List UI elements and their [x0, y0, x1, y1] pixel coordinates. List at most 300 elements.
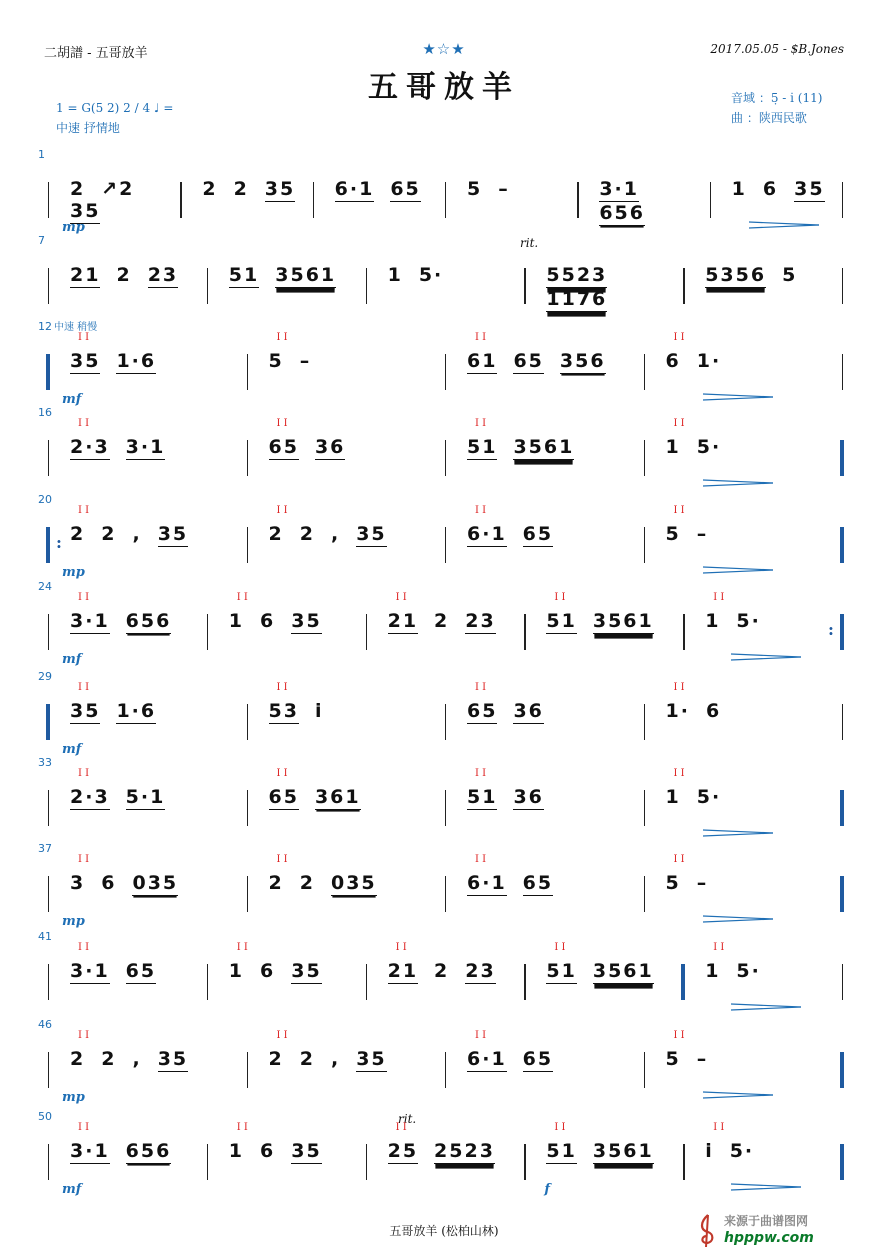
note-group: 5 — [665, 523, 681, 545]
decrescendo-hairpin-icon — [703, 828, 773, 838]
note-group: 2 — [233, 178, 249, 200]
note-group: 6·1 — [467, 872, 507, 894]
note-group: 51 — [467, 436, 498, 458]
measure-number: 29 — [38, 670, 52, 683]
note-group: 35 — [291, 1140, 322, 1162]
string-position-marks: I I — [554, 1122, 566, 1133]
barline — [48, 440, 49, 476]
double-barline — [46, 354, 50, 390]
string-position-marks: I I — [236, 942, 248, 953]
barline — [48, 182, 49, 218]
measure — [62, 700, 239, 744]
measure — [658, 1048, 835, 1092]
note-group: 51 — [546, 960, 577, 982]
measure-number: 16 — [38, 406, 52, 419]
note-group: 1176 — [546, 288, 608, 310]
decrescendo-hairpin-icon — [703, 1090, 773, 1100]
string-position-marks: I I — [78, 854, 90, 865]
measure — [62, 436, 239, 480]
measure — [724, 178, 834, 222]
note-group: 6 — [665, 350, 681, 372]
decrescendo-hairpin-icon — [703, 565, 773, 575]
measure — [697, 610, 834, 654]
note-group: 65 — [522, 872, 554, 894]
barline — [366, 268, 367, 304]
note-group: 2 — [268, 523, 284, 545]
barline — [48, 876, 49, 912]
measure — [261, 523, 438, 567]
note-group: 2 — [202, 178, 218, 200]
dynamic-marking: mf — [62, 392, 82, 407]
measure — [62, 786, 239, 830]
note-group: 3561 — [592, 1140, 654, 1162]
string-position-marks: I I — [78, 418, 90, 429]
measure-number: 24 — [38, 580, 52, 593]
barline — [842, 268, 843, 304]
double-barline — [46, 527, 50, 563]
measure — [261, 350, 438, 394]
note-group: 5· — [729, 1140, 755, 1162]
measure-number: 7 — [38, 234, 45, 247]
measure — [62, 264, 199, 308]
barline — [247, 876, 248, 912]
string-position-marks: I I — [78, 942, 90, 953]
note-group: 1 — [705, 960, 721, 982]
meta-left — [56, 98, 173, 138]
note-group: 36 — [314, 436, 346, 458]
note-group: 3 — [70, 872, 86, 894]
note-group: 035 — [132, 872, 179, 894]
measure — [194, 178, 304, 222]
note-group: 65 — [268, 786, 299, 808]
note-group: 51 — [546, 1140, 577, 1162]
barline — [683, 268, 684, 304]
string-position-marks: I I — [475, 1030, 487, 1041]
note-group: 51 — [467, 786, 498, 808]
barline — [683, 614, 684, 650]
barline — [247, 790, 248, 826]
note-group: 35 — [356, 523, 387, 545]
note-group: 1· — [665, 700, 690, 722]
decrescendo-hairpin-icon — [703, 914, 773, 924]
note-group: ↗2 — [101, 178, 135, 200]
header-right: 2017.05.05 - $B.Jones — [710, 42, 844, 56]
measure — [221, 264, 358, 308]
note-group: 1 — [705, 610, 721, 632]
note-group: 5356 — [705, 264, 767, 286]
note-group: 36 — [513, 700, 544, 722]
note-group: 5·1 — [125, 786, 166, 808]
note-group: – — [696, 872, 709, 894]
decrescendo-hairpin-icon — [749, 220, 819, 230]
dynamic-forte: f — [544, 1182, 550, 1197]
note-group: 21 — [387, 610, 419, 632]
note-group: – — [299, 350, 312, 372]
string-position-marks: I I — [713, 1122, 725, 1133]
ritardando-mark: rit. — [520, 236, 539, 250]
note-group: 5· — [696, 436, 722, 458]
barline — [577, 182, 578, 218]
key-signature: 1 = G(5 2) 2 / 4 ♩ = — [56, 101, 174, 115]
meta-right — [731, 88, 822, 128]
barline — [48, 268, 49, 304]
note-group: 1 — [228, 1140, 245, 1162]
note-group: 5 — [665, 872, 681, 894]
note-group: 6·1 — [334, 178, 375, 200]
song-source: 曲 ：陕西民歌 — [731, 111, 807, 125]
note-group: 21 — [387, 960, 419, 982]
measure — [62, 960, 199, 1004]
note-group: 35 — [291, 610, 322, 632]
repeat-end-icon: : — [828, 620, 834, 639]
note-group: 3·1 — [125, 436, 166, 458]
dynamic-marking: mf — [62, 652, 82, 667]
note-group: 25 — [387, 1140, 419, 1162]
note-group: 23 — [465, 610, 496, 632]
string-position-marks: I I — [673, 854, 685, 865]
barline — [247, 527, 248, 563]
page-title: 五哥放羊 — [368, 70, 520, 105]
decrescendo-hairpin-icon — [731, 1002, 801, 1012]
note-group: 51 — [228, 264, 260, 286]
note-group: 21 — [70, 264, 101, 286]
note-group: 65 — [390, 178, 421, 200]
measure — [221, 610, 358, 654]
note-group: 2·3 — [70, 786, 110, 808]
measure — [261, 700, 438, 744]
measure — [459, 700, 636, 744]
barline — [48, 614, 49, 650]
string-position-marks: I I — [673, 682, 685, 693]
tempo-marking: 中速 抒情地 — [56, 121, 120, 135]
measure — [459, 786, 636, 830]
barline — [842, 354, 843, 390]
measure — [380, 610, 517, 654]
measure — [658, 523, 835, 567]
note-group: 2 — [70, 1048, 86, 1070]
measure — [62, 872, 239, 916]
barline — [445, 1052, 446, 1088]
barline — [247, 440, 248, 476]
staff-row — [38, 1110, 848, 1214]
note-group: 2 — [268, 872, 284, 894]
note-group: i — [705, 1140, 714, 1162]
note-group: – — [696, 1048, 709, 1070]
note-group: 35 — [794, 178, 825, 200]
note-group: 2 — [434, 960, 450, 982]
note-group: 65 — [125, 960, 157, 982]
dynamic-marking: mp — [62, 914, 85, 929]
measure-number: 20 — [38, 493, 52, 506]
barline — [207, 1144, 208, 1180]
footer-caption: 五哥放羊 (松柏山林) — [389, 1224, 499, 1238]
note-group: 1 — [387, 264, 403, 286]
stars-icon: ★☆★ — [422, 40, 466, 58]
barline — [683, 1144, 684, 1180]
barline — [180, 182, 181, 218]
measure — [658, 700, 835, 744]
note-group: , — [330, 523, 341, 545]
note-group: , — [132, 1048, 142, 1070]
note-group: 3561 — [592, 960, 654, 982]
double-barline — [840, 790, 844, 826]
measure — [538, 1140, 675, 1184]
note-group: 6 — [260, 1140, 276, 1162]
barline — [48, 1144, 49, 1180]
measure-number: 33 — [38, 756, 52, 769]
barline — [247, 1052, 248, 1088]
note-group: 2 — [299, 872, 315, 894]
note-group: 1·6 — [116, 350, 157, 372]
barline — [445, 790, 446, 826]
note-group: 6 — [762, 178, 779, 200]
measure — [261, 436, 438, 480]
note-group: 1 — [731, 178, 747, 200]
string-position-marks: I I — [236, 592, 248, 603]
measure — [459, 523, 636, 567]
string-position-marks: I I — [78, 1122, 90, 1133]
measure — [658, 786, 835, 830]
string-position-marks: I I — [78, 768, 90, 779]
string-position-marks: I I — [713, 942, 725, 953]
string-position-marks: I I — [276, 682, 288, 693]
note-group: 5· — [418, 264, 444, 286]
barline — [644, 790, 645, 826]
note-group: 5523 — [546, 264, 608, 286]
note-group: 35 — [157, 1048, 189, 1070]
note-group: 1·6 — [116, 700, 157, 722]
dynamic-marking: mf — [62, 1182, 82, 1197]
double-barline — [840, 440, 844, 476]
note-group: 51 — [546, 610, 577, 632]
note-group: 361 — [314, 786, 361, 808]
barline — [644, 527, 645, 563]
barline — [644, 440, 645, 476]
string-position-marks: I I — [713, 592, 725, 603]
note-group: 5 — [665, 1048, 681, 1070]
measure — [538, 960, 675, 1004]
note-group: 2 — [70, 178, 86, 200]
barline — [48, 790, 49, 826]
string-position-marks: I I — [475, 332, 487, 343]
note-group: 6 — [705, 700, 722, 722]
measure — [62, 1140, 199, 1184]
note-group: 3·1 — [70, 1140, 110, 1162]
measure-number: 37 — [38, 842, 52, 855]
decrescendo-hairpin-icon — [731, 1182, 801, 1192]
barline — [247, 354, 248, 390]
barline — [207, 964, 208, 1000]
string-position-marks: I I — [276, 768, 288, 779]
measure — [459, 178, 569, 222]
note-group: 36 — [513, 786, 544, 808]
ritardando-mark: rit. — [398, 1112, 417, 1126]
repeat-start-icon: : — [56, 533, 62, 552]
string-position-marks: I I — [475, 505, 487, 516]
barline — [644, 1052, 645, 1088]
string-position-marks: I I — [78, 682, 90, 693]
measure — [697, 264, 834, 308]
note-group: 35 — [356, 1048, 387, 1070]
barline — [445, 527, 446, 563]
watermark — [694, 1212, 864, 1250]
note-group: 5 — [467, 178, 483, 200]
barline — [644, 704, 645, 740]
note-group: 2 — [434, 610, 450, 632]
note-group: 6 — [260, 960, 276, 982]
measure-number: 12 — [38, 320, 52, 333]
staff-row — [38, 580, 848, 684]
string-position-marks: I I — [276, 1030, 288, 1041]
note-group: 65 — [513, 350, 544, 372]
measure — [538, 264, 675, 308]
double-barline — [840, 1144, 844, 1180]
measure — [221, 1140, 358, 1184]
note-group: 3561 — [592, 610, 654, 632]
measure — [62, 350, 239, 394]
note-group: 2523 — [434, 1140, 495, 1162]
note-group: 35 — [157, 523, 189, 545]
string-position-marks: I I — [236, 1122, 248, 1133]
string-position-marks: I I — [475, 682, 487, 693]
note-group: – — [498, 178, 510, 200]
measure-number: 1 — [38, 148, 45, 161]
note-group: 65 — [268, 436, 299, 458]
note-group: 6 — [101, 872, 117, 894]
string-position-marks: I I — [475, 854, 487, 865]
note-group: 2 — [299, 523, 315, 545]
measure — [538, 610, 675, 654]
note-group: 6·1 — [467, 1048, 507, 1070]
barline — [445, 440, 446, 476]
string-position-marks: I I — [673, 1030, 685, 1041]
note-group: , — [132, 523, 142, 545]
measure — [62, 610, 199, 654]
measure — [459, 1048, 636, 1092]
measure — [221, 960, 358, 1004]
string-position-marks: I I — [78, 332, 90, 343]
note-group: 5 — [268, 350, 284, 372]
note-group: 35 — [70, 350, 101, 372]
note-group: 2 — [70, 523, 86, 545]
note-group: 65 — [467, 700, 498, 722]
barline — [247, 704, 248, 740]
string-position-marks: I I — [395, 1122, 407, 1133]
note-group: 35 — [70, 700, 101, 722]
barline — [445, 182, 446, 218]
note-group: i — [314, 700, 324, 722]
note-group: 2·3 — [70, 436, 110, 458]
note-group: 3·1 — [70, 960, 110, 982]
string-position-marks: I I — [554, 592, 566, 603]
note-group: 6 — [260, 610, 276, 632]
note-group: 356 — [559, 350, 606, 372]
note-group: 3561 — [275, 264, 337, 286]
note-group: 035 — [330, 872, 377, 894]
note-group: 656 — [599, 202, 645, 224]
watermark-url: hpppw.com — [724, 1230, 814, 1246]
note-group: 1 — [228, 960, 245, 982]
string-position-marks: I I — [78, 1030, 90, 1041]
string-position-marks: I I — [78, 505, 90, 516]
string-position-marks: I I — [395, 592, 407, 603]
barline — [207, 614, 208, 650]
note-group: 2 — [299, 1048, 315, 1070]
note-group: 61 — [467, 350, 498, 372]
double-barline — [840, 527, 844, 563]
note-group: 65 — [522, 523, 554, 545]
note-group: 3561 — [513, 436, 575, 458]
barline — [313, 182, 314, 218]
barline — [644, 876, 645, 912]
note-group: 2 — [101, 523, 117, 545]
measure — [62, 523, 239, 567]
note-group: 3·1 — [70, 610, 110, 632]
barline — [710, 182, 711, 218]
note-group: 2 — [101, 1048, 117, 1070]
measure — [697, 960, 834, 1004]
decrescendo-hairpin-icon — [731, 652, 801, 662]
measure — [591, 178, 701, 222]
barline — [524, 268, 525, 304]
barline — [366, 1144, 367, 1180]
measure — [62, 1048, 239, 1092]
note-group: 5· — [736, 960, 761, 982]
note-group: 5· — [736, 610, 761, 632]
note-group: 53 — [268, 700, 299, 722]
tempo-change: 中速 稍慢 — [54, 322, 98, 333]
note-group: 6·1 — [467, 523, 507, 545]
note-group: 1· — [696, 350, 722, 372]
staff-row — [38, 1018, 848, 1122]
note-group: 1 — [228, 610, 245, 632]
barline — [644, 354, 645, 390]
string-position-marks: I I — [475, 418, 487, 429]
dynamic-marking: mf — [62, 742, 82, 757]
measure — [261, 1048, 438, 1092]
note-group: 5 — [782, 264, 798, 286]
header-left: 二胡譜 - 五哥放羊 — [44, 46, 148, 61]
barline — [524, 1144, 525, 1180]
dynamic-marking: mp — [62, 1090, 85, 1105]
string-position-marks: I I — [673, 418, 685, 429]
barline — [445, 704, 446, 740]
note-group: 23 — [465, 960, 496, 982]
note-group: 656 — [125, 1140, 172, 1162]
decrescendo-hairpin-icon — [703, 478, 773, 488]
measure — [380, 1140, 517, 1184]
note-group: , — [330, 1048, 341, 1070]
double-barline — [840, 614, 844, 650]
barline — [48, 964, 49, 1000]
string-position-marks: I I — [276, 854, 288, 865]
measure — [459, 350, 636, 394]
barline — [207, 268, 208, 304]
measure — [62, 178, 172, 222]
barline — [366, 614, 367, 650]
barline — [524, 614, 525, 650]
barline — [445, 876, 446, 912]
barline — [366, 964, 367, 1000]
string-position-marks: I I — [276, 332, 288, 343]
decrescendo-hairpin-icon — [703, 392, 773, 402]
watermark-text: 来源于曲谱图网 — [724, 1214, 809, 1228]
measure — [658, 872, 835, 916]
measure — [261, 872, 438, 916]
dynamic-marking: mp — [62, 220, 85, 235]
treble-clef-icon — [694, 1212, 720, 1250]
note-group: 23 — [147, 264, 179, 286]
